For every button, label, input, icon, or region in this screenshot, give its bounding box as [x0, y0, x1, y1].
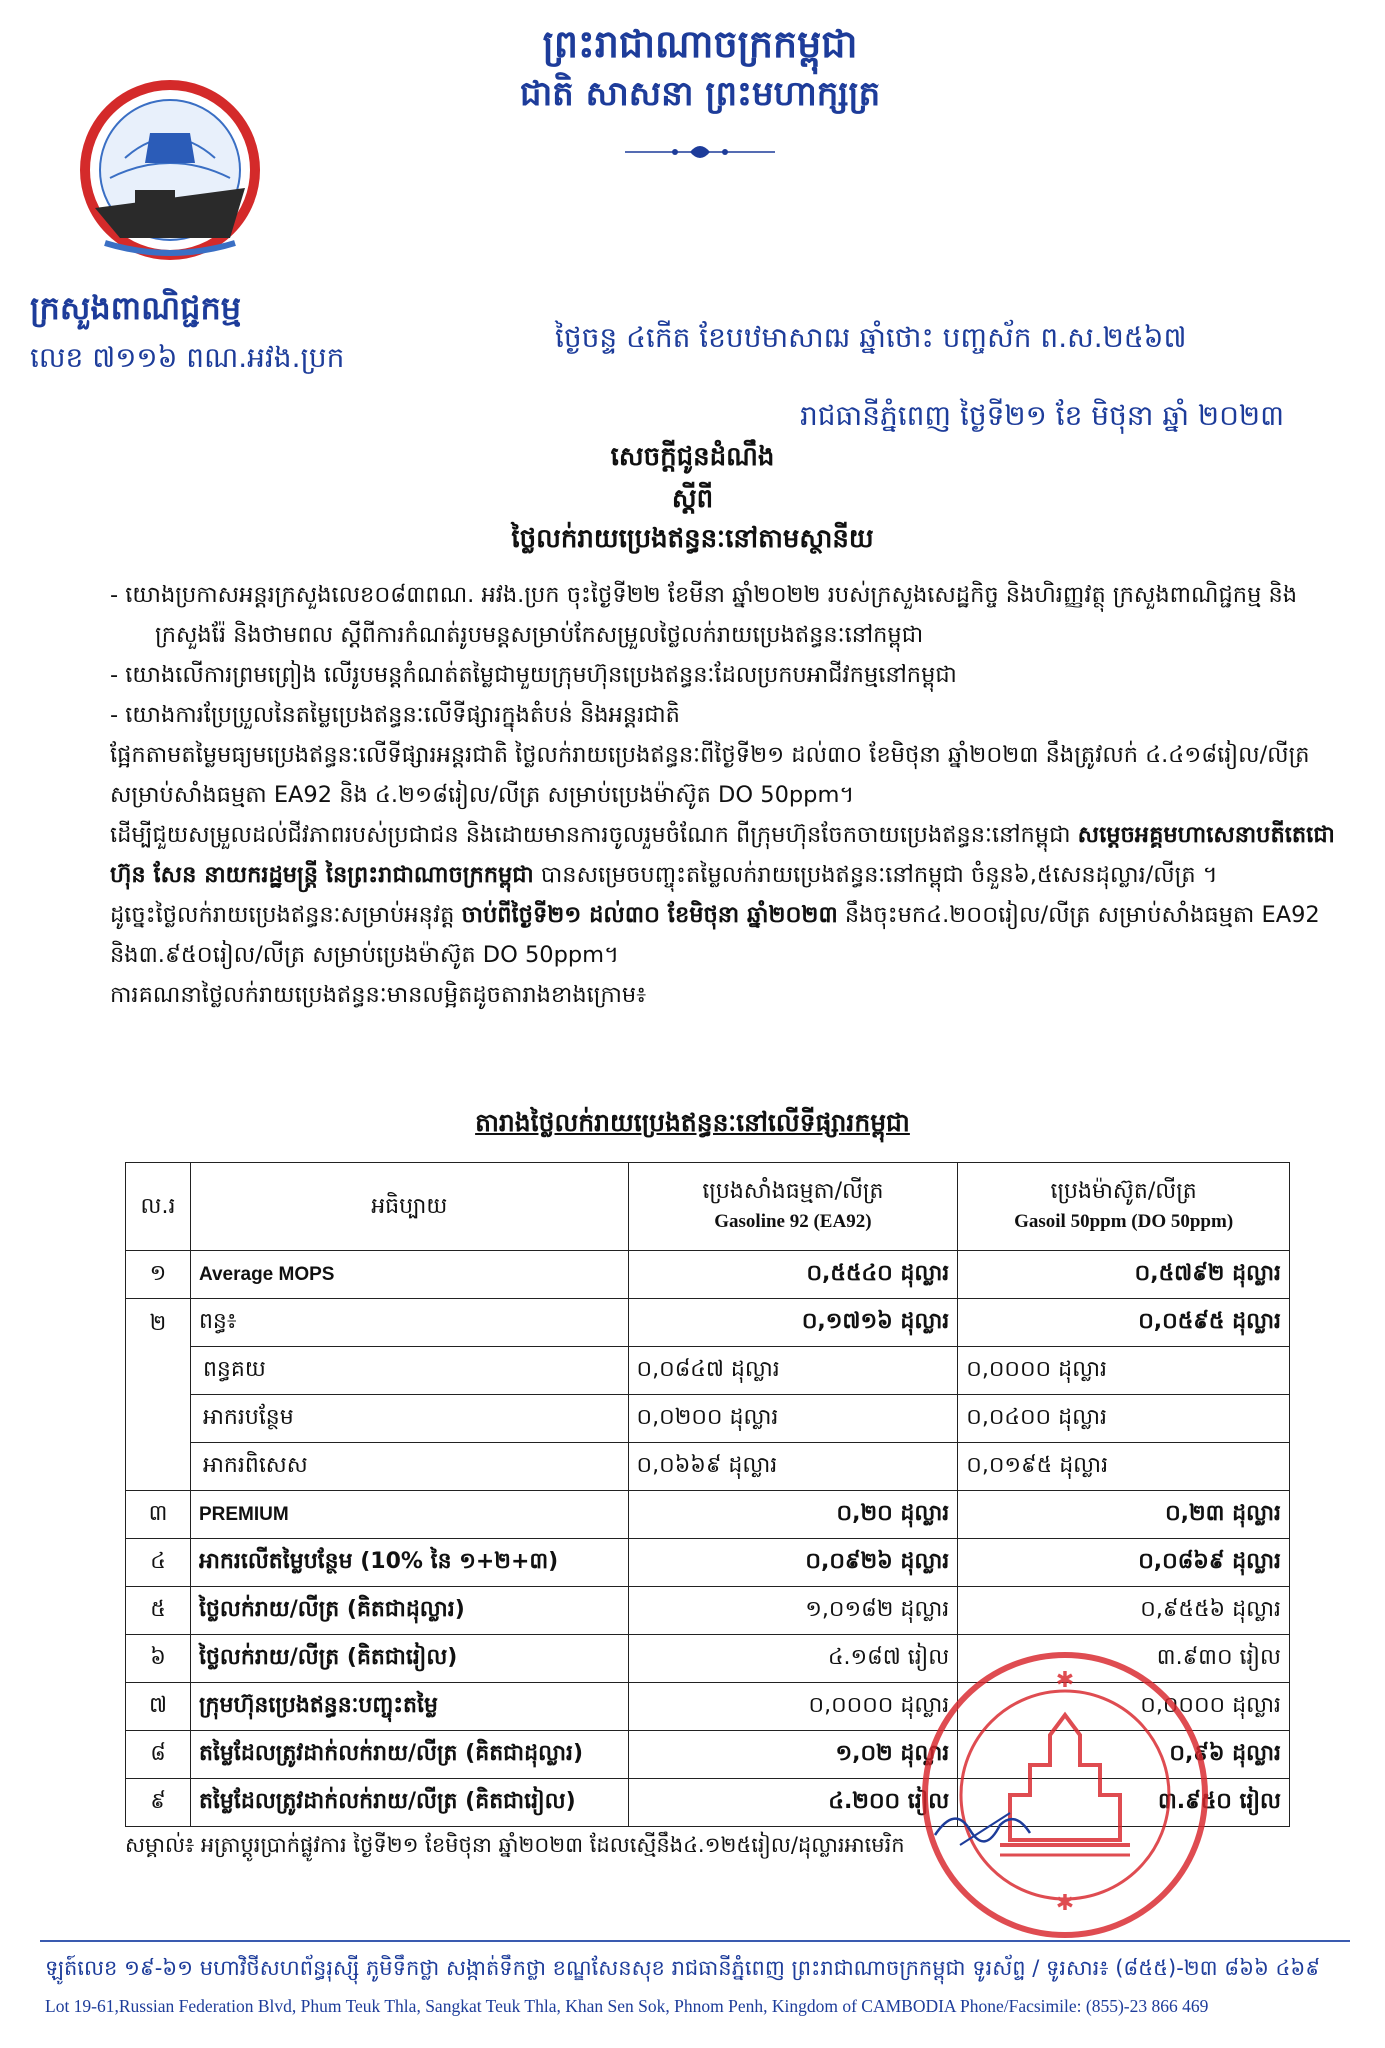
- header-gasoil-kh: ប្រេងម៉ាស៊ូត/លីត្រ: [1050, 1178, 1197, 1204]
- header-description: អធិប្បាយ: [190, 1163, 628, 1251]
- row-no: ៨: [126, 1731, 191, 1779]
- row-gasoline-value: ០,០២០០ ដុល្លារ: [628, 1395, 958, 1443]
- table-row: [126, 1539, 1290, 1587]
- notice-body: [110, 575, 1360, 1015]
- row-description: តម្លៃដែលត្រូវដាក់លក់រាយ/លីត្រ (គិតជាដុល្លារ): [190, 1731, 628, 1779]
- row-gasoil-value: ០,០០០០ ដុល្លារ: [958, 1683, 1290, 1731]
- reference-bullet-1: - យោងប្រកាសអន្តរក្រសួងលេខ០៨៣ពណ. អវង.ប្រក ចុះថ្ងៃទី២២ ខែមីនា ឆ្នាំ២០២២ របស់ក្រសួងសេដ្ឋកិច្ច និងហិរញ្ញវត្ថុ ក្រសួងពាណិជ្ជកម្ម និងក្រសួងរ៉ែ និងថាមពល ស្តីពីការកំណត់រូបមន្តសម្រាប់កែសម្រួលថ្លៃលក់រាយប្រេងឥន្ធនៈនៅកម្ពុជា: [110, 582, 1298, 648]
- paragraph-2-bold: សម្តេចអគ្គមហាសេនាបតីតេជោ ហ៊ុន សែន នាយករដ្ឋមន្ត្រី នៃព្រះរាជាណាចក្រកម្ពុជា: [110, 822, 1335, 888]
- notice-subject-label: ស្តីពី: [671, 484, 714, 514]
- row-description: អាករលើតម្លៃបន្ថែម (10% នៃ ១+២+៣): [190, 1539, 628, 1587]
- paragraph-2-start: ដើម្បីជួយសម្រួលដល់ជីវភាពរបស់ប្រជាជន និងដោយមានការចូលរួមចំណែក ពីក្រុមហ៊ុនចែកចាយប្រេងឥន្ធនៈនៅកម្ពុជា: [110, 822, 1078, 848]
- ministry-logo-icon: [65, 78, 275, 268]
- table-subrow: [126, 1395, 1290, 1443]
- row-gasoline-value: ៤.២០០ រៀល: [628, 1779, 958, 1827]
- row-description: ថ្លៃលក់រាយ/លីត្រ (គិតជាដុល្លារ): [190, 1587, 628, 1635]
- row-no: ២: [126, 1299, 191, 1491]
- row-description: PREMIUM: [190, 1491, 628, 1539]
- paragraph-4: ការគណនាថ្លៃលក់រាយប្រេងឥន្ធនៈមានលម្អិតដូចតារាងខាងក្រោម៖: [110, 982, 647, 1008]
- kingdom-line-2: ជាតិ សាសនា ព្រះមហាក្សត្រ: [519, 74, 881, 114]
- footer-address-kh: ឡូត៍លេខ ១៩-៦១ មហាវិថីសហព័ន្ធរុស្ស៊ី ភូមិទឹកថ្លា សង្កាត់ទឹកថ្លា ខណ្ឌសែនសុខ រាជធានីភ្នំពេញ ព្រះរាជាណាចក្រកម្ពុជា ទូរស័ព្ទ / ទូរសារ៖ (៨៥៥)-២៣ ៨៦៦ ៤៦៩: [45, 1956, 1321, 1980]
- row-description: ក្រុមហ៊ុនប្រេងឥន្ធនៈបញ្ចុះតម្លៃ: [190, 1683, 628, 1731]
- paragraph-3-end: នឹងចុះមក៤.២០០រៀល/លីត្រ សម្រាប់សាំងធម្មតា EA92 និង៣.៩៥០រៀល/លីត្រ សម្រាប់ប្រេងម៉ាស៊ូត DO 50ppm។: [110, 902, 1320, 968]
- table-row: [126, 1491, 1290, 1539]
- row-description: អាករពិសេស: [190, 1443, 628, 1491]
- paragraph-3-start: ដូច្នេះថ្លៃលក់រាយប្រេងឥន្ធនៈសម្រាប់អនុវត្ត: [110, 902, 462, 928]
- row-gasoil-value: ០,៥៧៩២ ដុល្លារ: [958, 1251, 1290, 1299]
- row-gasoline-value: ០,០០០០ ដុល្លារ: [628, 1683, 958, 1731]
- kingdom-header: [420, 18, 980, 118]
- row-gasoil-value: ៣.៩៣០ រៀល: [958, 1635, 1290, 1683]
- row-no: ៦: [126, 1635, 191, 1683]
- row-gasoline-value: ១,០២ ដុល្លារ: [628, 1731, 958, 1779]
- row-description: អាករបន្ថែម: [190, 1395, 628, 1443]
- header-gasoil: [958, 1163, 1290, 1251]
- row-gasoil-value: ០,០០០០ ដុល្លារ: [958, 1347, 1290, 1395]
- footer-address-en: Lot 19-61,Russian Federation Blvd, Phum Teuk Thla, Sangkat Teuk Thla, Khan Sen Sok, Phnom Penh, Kingdom of CAMBODIA Phone/Facsimile: (855)-23 866 469: [45, 1996, 1209, 2016]
- row-gasoline-value: ០,០៩២៦ ដុល្លារ: [628, 1539, 958, 1587]
- table-row: [126, 1587, 1290, 1635]
- exchange-rate-note: សម្គាល់៖ អត្រាប្តូរប្រាក់ផ្លូវការ ថ្ងៃទី២១ ខែមិថុនា ឆ្នាំ២០២៣ ដែលស្មើនឹង៤.១២៥រៀល/ដុល្លារអាមេរិក: [125, 1833, 905, 1857]
- lunar-date: ថ្ងៃចន្ទ ៤កើត ខែបឋមាសាឍ ឆ្នាំថោះ បញ្ចស័ក ព.ស.២៥៦៧: [555, 321, 1187, 354]
- paragraph-3-bold: ចាប់ពីថ្ងៃទី២១ ដល់៣០ ខែមិថុនា ឆ្នាំ២០២៣: [461, 902, 838, 928]
- table-header-row: [126, 1163, 1290, 1251]
- paragraph-1: ផ្អែកតាមតម្លៃមធ្យមប្រេងឥន្ធនៈលើទីផ្សារអន្តរជាតិ ថ្លៃលក់រាយប្រេងឥន្ធនៈពីថ្ងៃទី២១ ដល់៣០ ខែមិថុនា ឆ្នាំ២០២៣ នឹងត្រូវលក់ ៤.៤១៨រៀល/លីត្រ សម្រាប់សាំងធម្មតា EA92 និង ៤.២១៨រៀល/លីត្រ សម្រាប់ប្រេងម៉ាស៊ូត DO 50ppm។: [110, 742, 1310, 808]
- notice-title: សេចក្តីជូនដំណឹង: [610, 442, 775, 472]
- row-gasoline-value: ០,១៧១៦ ដុល្លារ: [628, 1299, 958, 1347]
- kingdom-line-1: ព្រះរាជាណាចក្រកម្ពុជា: [542, 22, 858, 66]
- footer-divider: [40, 1940, 1350, 1942]
- header-gasoline: [628, 1163, 958, 1251]
- reference-bullet-3: - យោងការប្រែប្រួលនៃតម្លៃប្រេងឥន្ធនៈលើទីផ្សារក្នុងតំបន់ និងអន្តរជាតិ: [110, 702, 680, 728]
- header-gasoline-kh: ប្រេងសាំងធម្មតា/លីត្រ: [702, 1178, 884, 1204]
- row-gasoil-value: ០,៩៥៥៦ ដុល្លារ: [958, 1587, 1290, 1635]
- row-description: ពន្ធ៖: [190, 1299, 628, 1347]
- header-gasoline-en: Gasoline 92 (EA92): [714, 1210, 872, 1232]
- svg-text:✱: ✱: [1055, 1668, 1075, 1693]
- row-no: ៣: [126, 1491, 191, 1539]
- row-no: ៩: [126, 1779, 191, 1827]
- ministry-name: ក្រសួងពាណិជ្ជកម្ម: [30, 289, 242, 327]
- header-gasoil-en: Gasoil 50ppm (DO 50ppm): [1014, 1210, 1234, 1232]
- row-description: ពន្ធគយ: [190, 1347, 628, 1395]
- row-gasoil-value: ០,២៣ ដុល្លារ: [958, 1491, 1290, 1539]
- row-gasoline-value: ០,០៦៦៩ ដុល្លារ: [628, 1443, 958, 1491]
- table-title: តារាងថ្លៃលក់រាយប្រេងឥន្ធនៈនៅលើទីផ្សារកម្ពុជា: [475, 1108, 910, 1137]
- table-row: [126, 1251, 1290, 1299]
- row-gasoil-value: ០,០១៩៥ ដុល្លារ: [958, 1443, 1290, 1491]
- row-gasoline-value: ១,០១៨២ ដុល្លារ: [628, 1587, 958, 1635]
- row-gasoline-value: ០,៥៥៤០ ដុល្លារ: [628, 1251, 958, 1299]
- row-no: ៧: [126, 1683, 191, 1731]
- row-no: ១: [126, 1251, 191, 1299]
- paragraph-3: [110, 895, 1360, 975]
- row-gasoil-value: ០,០៥៩៥ ដុល្លារ: [958, 1299, 1290, 1347]
- notice-subject: ថ្លៃលក់រាយប្រេងឥន្ធនៈនៅតាមស្ថានីយ: [511, 524, 874, 554]
- header-no: ល.រ: [126, 1163, 191, 1251]
- table-row: [126, 1299, 1290, 1347]
- row-gasoline-value: ០,០៨៤៧ ដុល្លារ: [628, 1347, 958, 1395]
- table-subrow: [126, 1347, 1290, 1395]
- row-description: Average MOPS: [190, 1251, 628, 1299]
- reference-number: លេខ ៧១១៦ ពណ.អវង.ប្រក: [30, 341, 345, 374]
- row-description: តម្លៃដែលត្រូវដាក់លក់រាយ/លីត្រ (គិតជារៀល): [190, 1779, 628, 1827]
- row-gasoil-value: ០,០៨៦៩ ដុល្លារ: [958, 1539, 1290, 1587]
- row-description: ថ្លៃលក់រាយ/លីត្រ (គិតជារៀល): [190, 1635, 628, 1683]
- paragraph-2: [110, 815, 1360, 895]
- row-gasoil-value: ០,០៤០០ ដុល្លារ: [958, 1395, 1290, 1443]
- row-gasoline-value: ៤.១៨៧ រៀល: [628, 1635, 958, 1683]
- row-no: ៤: [126, 1539, 191, 1587]
- signature-icon: [930, 1795, 1040, 1855]
- row-gasoline-value: ០,២០ ដុល្លារ: [628, 1491, 958, 1539]
- row-no: ៥: [126, 1587, 191, 1635]
- paragraph-2-end: បានសម្រេចបញ្ចុះតម្លៃលក់រាយប្រេងឥន្ធនៈនៅកម្ពុជា ចំនួន៦,៥សេនដុល្លារ/លីត្រ ។: [533, 862, 1218, 888]
- reference-bullet-2: - យោងលើការព្រមព្រៀង លើរូបមន្តកំណត់តម្លៃជាមួយក្រុមហ៊ុនប្រេងឥន្ធនៈដែលប្រកបអាជីវកម្មនៅកម្ពុជា: [110, 662, 957, 688]
- table-subrow: [126, 1443, 1290, 1491]
- svg-text:✱: ✱: [1055, 1891, 1075, 1916]
- row-gasoil-value: ៣.៩៥០ រៀល: [958, 1779, 1290, 1827]
- gregorian-date: រាជធានីភ្នំពេញ ថ្ងៃទី២១ ខែ មិថុនា ឆ្នាំ ២០២៣: [800, 399, 1285, 432]
- ornament-divider-icon: [620, 140, 780, 164]
- row-gasoil-value: ០,៩៦ ដុល្លារ: [958, 1731, 1290, 1779]
